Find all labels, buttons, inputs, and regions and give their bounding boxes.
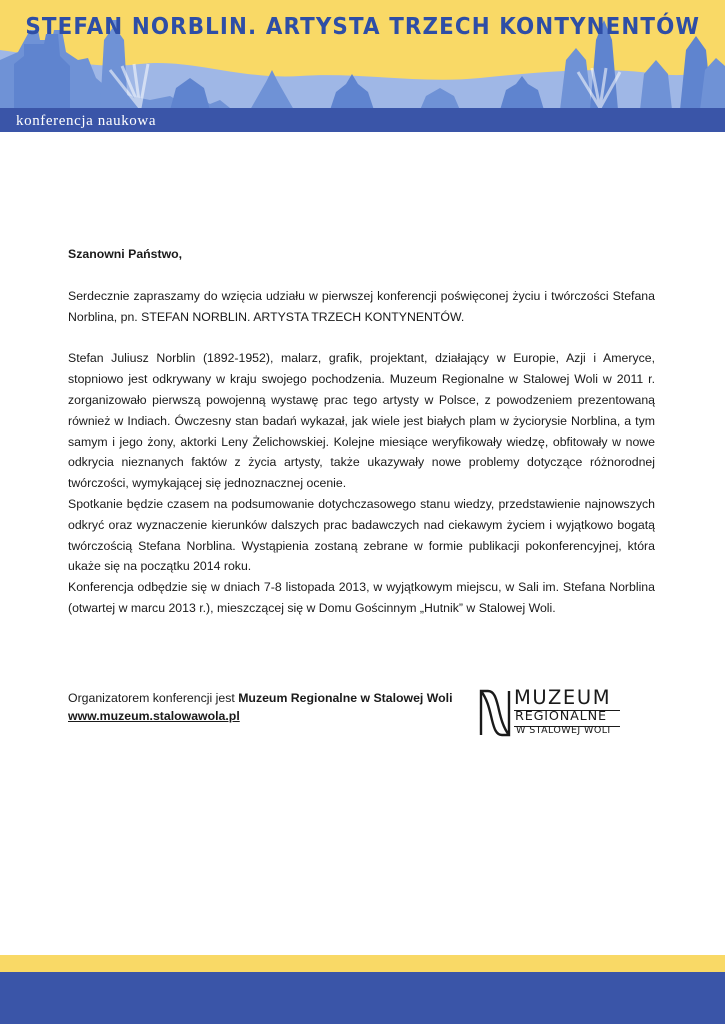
logo-line-2: REGIONALNE <box>515 709 607 724</box>
organizer-prefix: Organizatorem konferencji jest <box>68 691 239 705</box>
header-banner <box>0 0 725 132</box>
footer-blue-band <box>0 972 725 1024</box>
logo-line-3: W STALOWEJ WOLI <box>516 725 611 736</box>
organizer-block <box>68 689 468 725</box>
salutation: Szanowni Państwo, <box>68 247 183 261</box>
paragraph-intro: Serdecznie zapraszamy do wzięcia udziału w pierwszej konferencji poświęconej życiu i twórczości Stefana Norblina, pn. STEFAN NORBLIN. ARTYSTA TRZECH KONTYNENTÓW. <box>68 288 655 324</box>
museum-logo-mark-icon <box>478 688 512 738</box>
paragraph-biography: Stefan Juliusz Norblin (1892-1952), malarz, grafik, projektant, działający w Europie, Azji i Ameryce, stopniowo jest odkrywany w kraju swojego pochodzenia. Muzeum Regionalne w Stalowej Woli w 2011 r. zorganizowało pierwszą powojenną wystawę prac tego artysty w Polsce, z powodzeniem prezentowaną również w Indiach. Ówczesny stan badań wykazał, jak wiele jest białych plam w życiorysie Norblina, a tym samym i jego żony, aktorki Leny Żelichowskiej. Kolejne miesiące weryfikowały wiedzę, obfitowały w nowe odkrycia nieznanych faktów z życia artysty, także ukazywały nowe problemy dotyczące różnorodnej twórczości, wymykającej się jednoznacznej ocenie. <box>68 351 655 491</box>
letter-body <box>68 244 655 619</box>
museum-website-link[interactable]: www.muzeum.stalowawola.pl <box>68 709 240 723</box>
paragraph-meeting: Spotkanie będzie czasem na podsumowanie dotychczasowego stanu wiedzy, przedstawienie najnowszych odkryć oraz wyznaczenie kierunków dalszych prac badawczych nad ciekawym życiem i wyjątkowo bogatą twórczością Stefana Norblina. Wystąpienia zostaną zebrane w formie publikacji pokonferencyjnej, która ukaże się na początku 2014 roku. <box>68 496 655 574</box>
banner-title: STEFAN NORBLIN. ARTYSTA TRZECH KONTYNENTÓW <box>25 14 701 40</box>
organizer-line <box>68 689 468 707</box>
footer-yellow-band <box>0 955 725 972</box>
logo-line-1: MUZEUM <box>514 686 612 709</box>
museum-logo <box>478 688 624 740</box>
organizer-name: Muzeum Regionalne w Stalowej Woli <box>238 691 453 705</box>
banner-subtitle: konferencja naukowa <box>16 113 157 129</box>
paragraph-venue: Konferencja odbędzie się w dniach 7-8 listopada 2013, w wyjątkowym miejscu, w Sali im. Stefana Norblina (otwartej w marcu 2013 r.), mieszczącej się w Domu Gościnnym „Hutnik” w Stalowej Woli. <box>68 580 655 615</box>
